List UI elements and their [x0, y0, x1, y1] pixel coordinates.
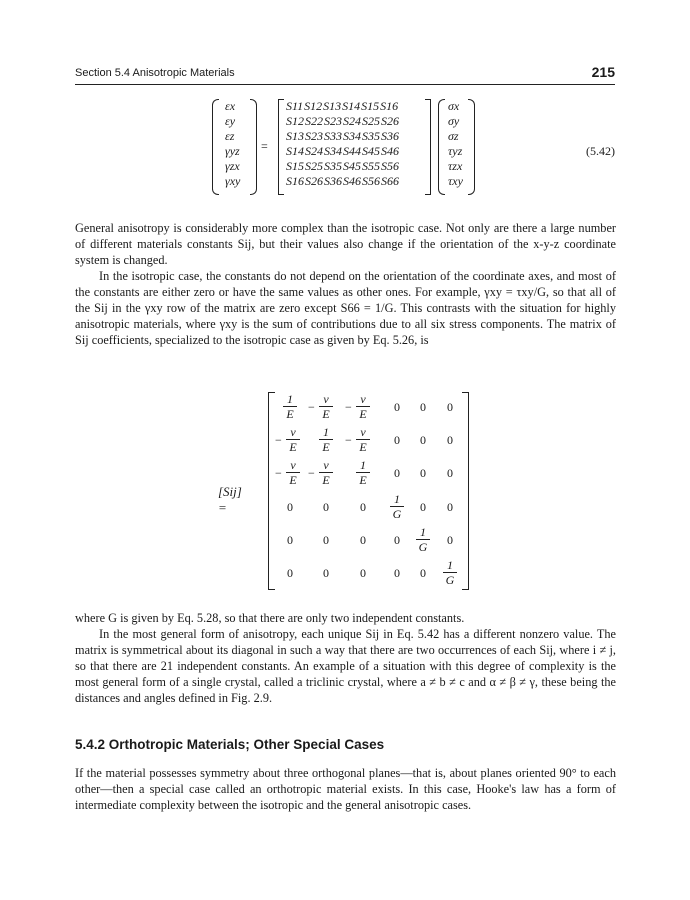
matrix-entry: 0	[447, 466, 453, 480]
paragraph-general-form: where G is given by Eq. 5.28, so that there are only two independent constants. In the most general form of anisotropy, each unique Sij in Eq. 5.42 has a different nonzero value. The matrix is symmetrical about its diagonal in such a way that there are two occurrences of each Sij, where i ≠ j, so that there are 21 independent constants. An example of a situation with this degree of complexity is the most general form of a single crystal, called a triclinic crystal, where a ≠ b ≠ c and α ≠ β ≠ γ, these being the distances and angles defined in Fig. 2.9.	[75, 611, 616, 705]
paragraph-orthotropic: If the material possesses symmetry about three orthogonal planes—that is, about planes oriented 90° to each other—then a special case called an orthotropic material exists. In this case, Hooke's law has a form of intermediate complexity between the isotropic and the general anisotropic cases.	[75, 766, 616, 812]
matrix-entry: 0	[323, 500, 329, 514]
matrix-entry: 0	[447, 533, 453, 547]
matrix-entry: 0	[447, 500, 453, 514]
minus-sign: −	[275, 433, 282, 447]
matrix-left-bracket	[278, 99, 284, 195]
matrix-entry: 0	[394, 533, 400, 547]
running-header-section: Section 5.4 Anisotropic Materials	[75, 67, 235, 79]
matrix-entry: 0	[420, 400, 426, 414]
matrix-entry: 0	[287, 500, 293, 514]
right-brace	[250, 99, 257, 195]
left-brace	[438, 99, 445, 195]
minus-sign: −	[345, 433, 352, 447]
matrix-entry: 0	[360, 533, 366, 547]
matrix-entry: 1 G	[413, 525, 433, 554]
matrix-entry: 0	[447, 400, 453, 414]
sij-label: [Sij] =	[218, 484, 242, 515]
right-brace	[468, 99, 475, 195]
matrix-entry: 1 G	[440, 558, 460, 587]
matrix-entry: 0	[360, 500, 366, 514]
matrix-entry: ν E	[316, 458, 336, 487]
page-number: 215	[591, 64, 615, 80]
matrix-entry: 0	[394, 400, 400, 414]
minus-sign: −	[275, 466, 282, 480]
matrix-entry: 0	[420, 466, 426, 480]
minus-sign: −	[345, 400, 352, 414]
minus-sign: −	[308, 400, 315, 414]
header-rule	[75, 84, 615, 85]
matrix-entry: 0	[420, 433, 426, 447]
matrix-entry: 0	[394, 433, 400, 447]
matrix-right-bracket	[425, 99, 431, 195]
matrix-entry: 0	[420, 500, 426, 514]
matrix-entry: 0	[323, 533, 329, 547]
matrix-entry: 1 G	[387, 492, 407, 521]
matrix-left-bracket	[268, 392, 275, 590]
matrix-entry: ν E	[283, 458, 303, 487]
strain-vector: εx εy εz γyz γzx γxy	[225, 99, 241, 188]
matrix-entry: 0	[394, 466, 400, 480]
matrix-entry: 0	[447, 433, 453, 447]
equals-sign: =	[261, 139, 268, 153]
equation-number: (5.42)	[586, 144, 615, 158]
matrix-entry: ν E	[353, 392, 373, 421]
matrix-entry: 0	[360, 566, 366, 580]
matrix-entry: 0	[394, 566, 400, 580]
matrix-entry: 1 E	[353, 458, 373, 487]
stress-vector: σx σy σz τyz τzx τxy	[448, 99, 463, 188]
matrix-entry: 0	[420, 566, 426, 580]
section-heading: 5.4.2 Orthotropic Materials; Other Special Cases	[75, 737, 385, 752]
minus-sign: −	[308, 466, 315, 480]
left-brace	[212, 99, 219, 195]
matrix-entry: ν E	[316, 392, 336, 421]
paragraph-general-anisotropy: General anisotropy is considerably more complex than the isotropic case. Not only are there a large number of different materials constants Sij, but their values also change if the orientation of the x-y-z coordinate system is changed. In the isotropic case, the constants do not depend on the orientation of the coordinate axes, and most of the constants are either zero or have the same values as other ones. For example, γxy = τxy/G, so that all of the Sij in the γxy row of the matrix are zero except S66 = 1/G. This contrasts with the situation for highly anisotropic materials, where γxy is the sum of contributions due to all six stress components. The matrix of Sij coefficients, specialized to the isotropic case as given by Eq. 5.26, is	[75, 221, 616, 347]
matrix-entry: 0	[287, 533, 293, 547]
matrix-entry: 0	[287, 566, 293, 580]
matrix-entry: 0	[323, 566, 329, 580]
matrix-right-bracket	[462, 392, 469, 590]
compliance-matrix: S11 S12 S13 S14 S15 S16 S12 S22 S23 S24 S25 S26 S13 S23 S33 S34 S35 S36 S14 S24 S34 S44 S45 S46 S15 S25 S35 S45 S55 S56 S16 S26 S36 S46 S56 S66	[286, 99, 399, 188]
matrix-entry: 1 E	[280, 392, 300, 421]
matrix-entry: ν E	[283, 425, 303, 454]
matrix-entry: 1 E	[316, 425, 336, 454]
matrix-entry: ν E	[353, 425, 373, 454]
